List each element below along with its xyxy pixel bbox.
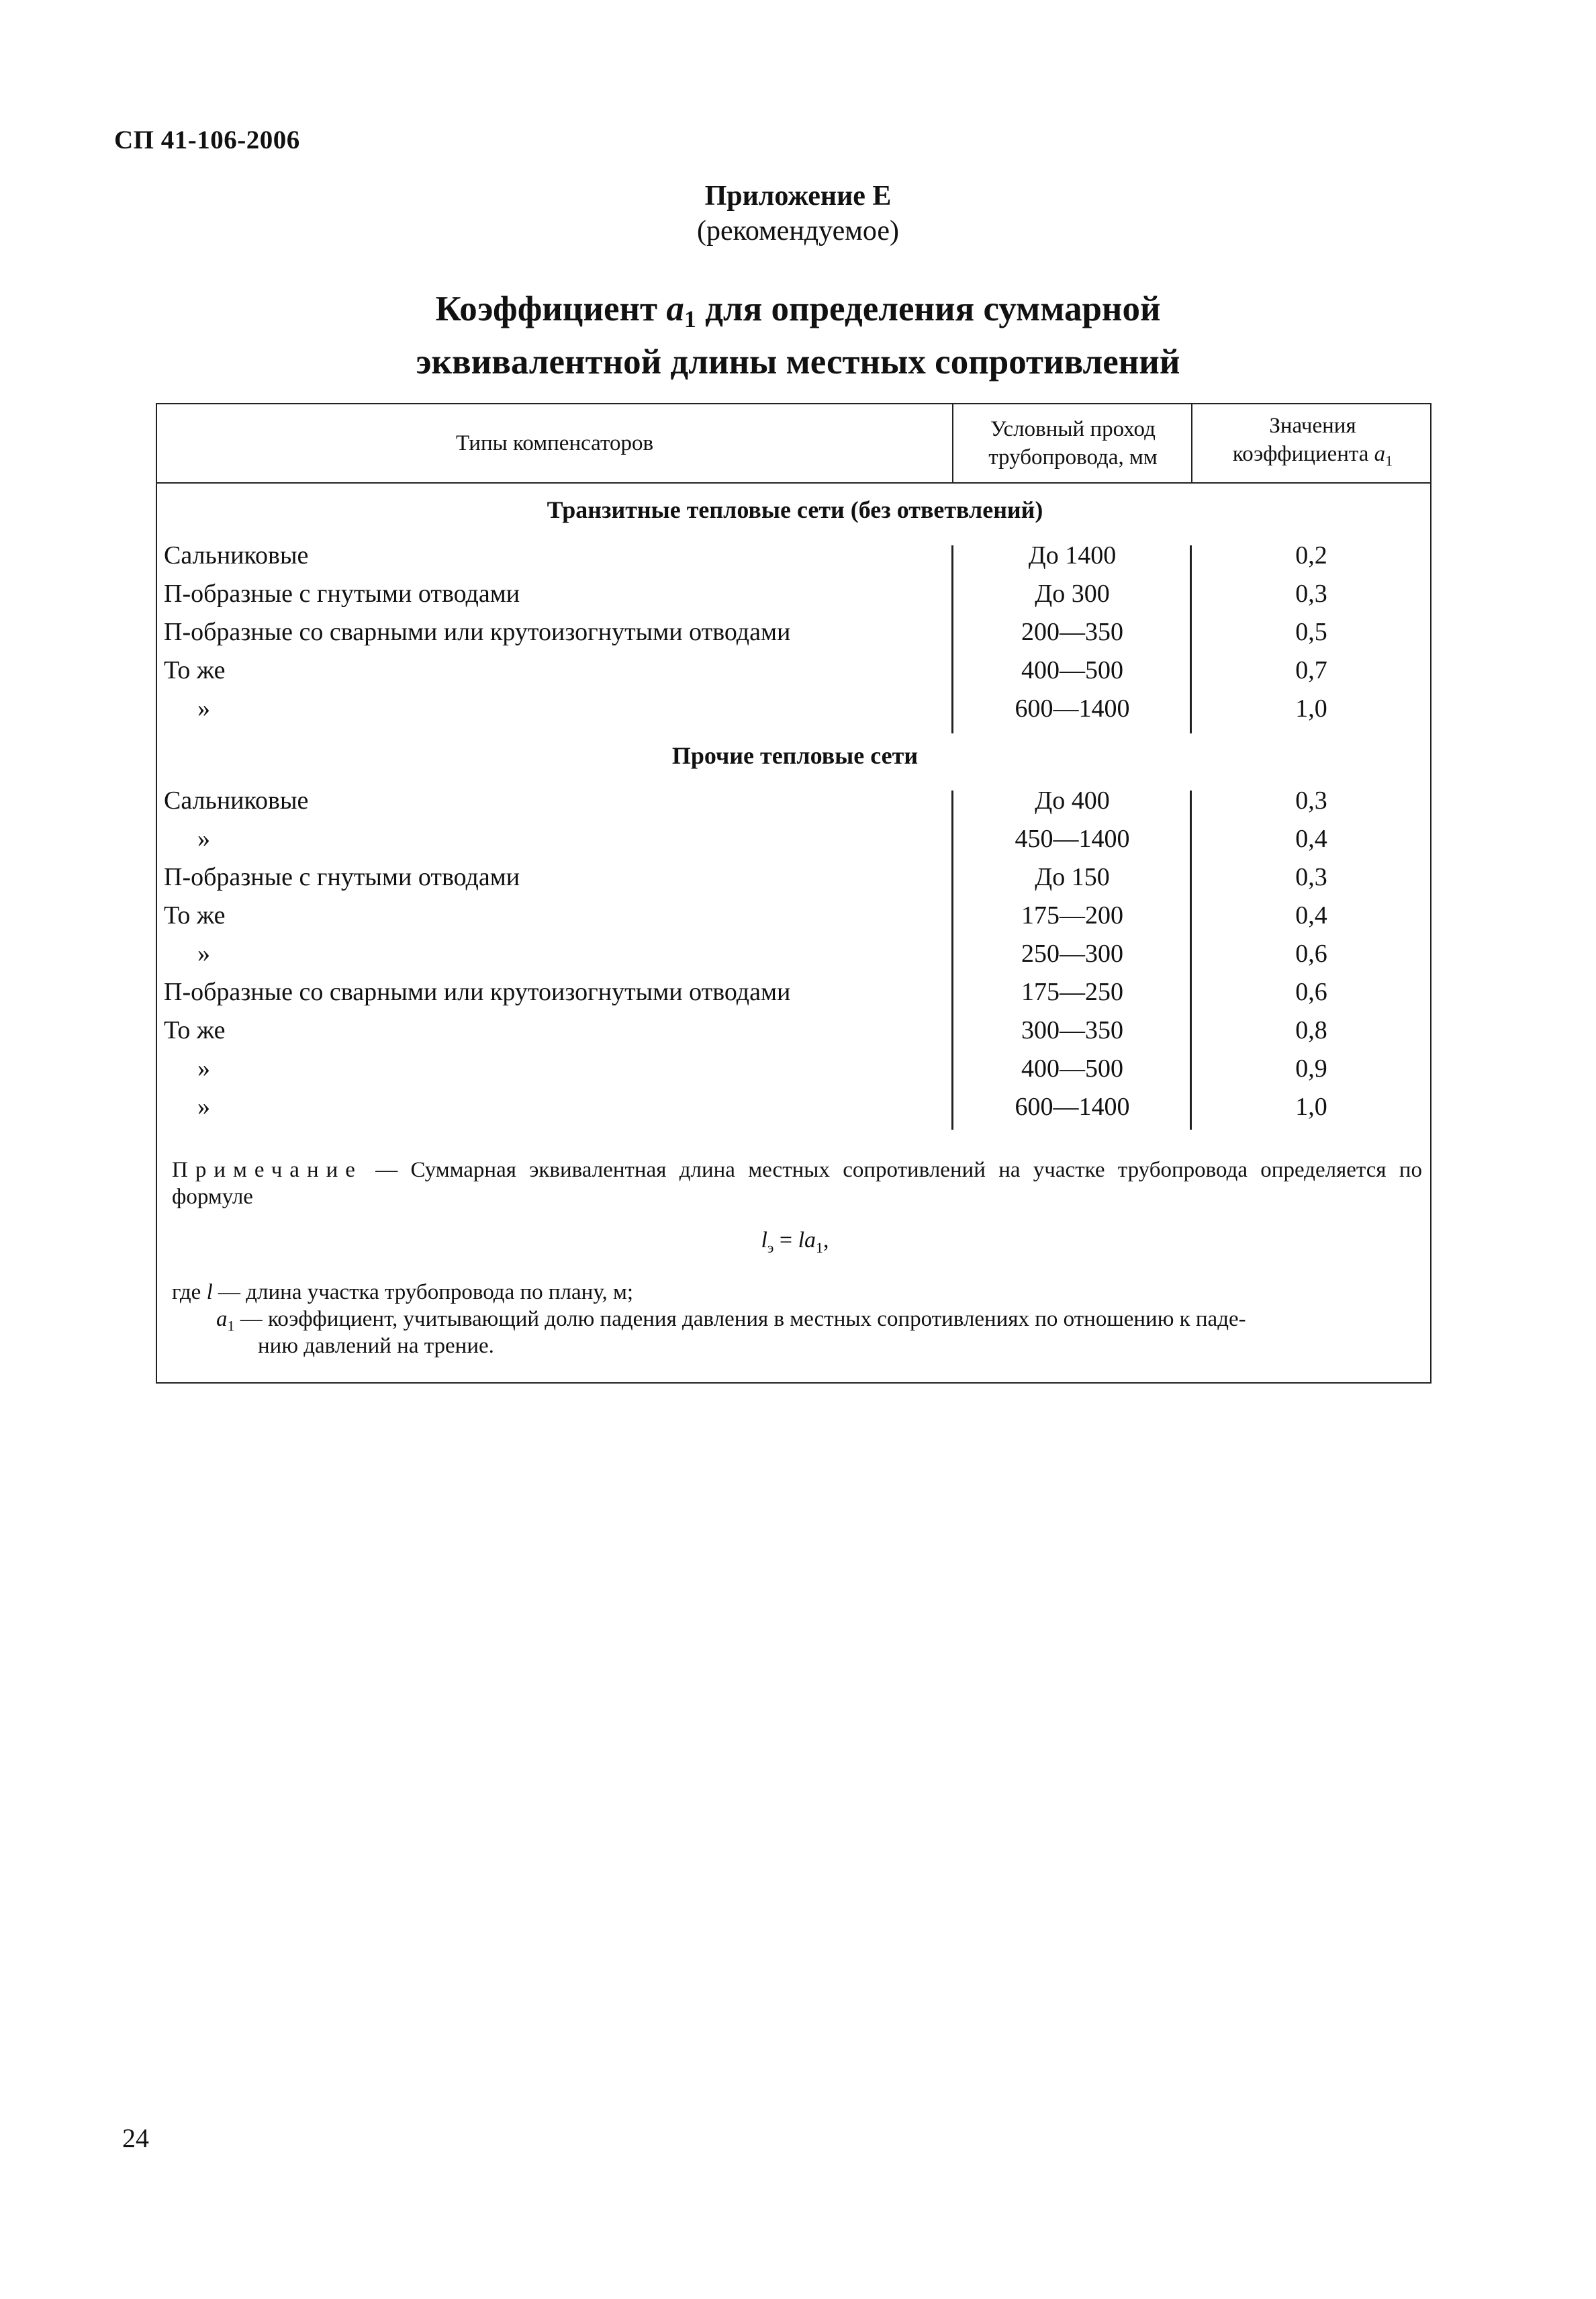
row-bore: 250—300 bbox=[1021, 940, 1123, 968]
title-line-2: эквивалентной длины местных сопротивлений bbox=[416, 343, 1180, 381]
row-coefficient: 0,6 bbox=[1295, 940, 1327, 968]
row-bore: До 1400 bbox=[1028, 541, 1117, 570]
row-coefficient: 0,3 bbox=[1295, 863, 1327, 891]
row-type: П-образные со сварными или крутоизогнутыми отводами bbox=[164, 978, 791, 1006]
definition-a1: $a_1$ — коэффициент, учитывающий долю падения давления в местных сопротивлениях по отношению к паде- bbox=[216, 1307, 1246, 1335]
definition-a1-continued: нию давлений на трение. bbox=[258, 1334, 494, 1358]
page-title bbox=[0, 287, 1596, 384]
row-type: » bbox=[197, 825, 210, 853]
row-type: » bbox=[197, 940, 210, 968]
row-coefficient: 1,0 bbox=[1295, 694, 1327, 723]
row-coefficient: 0,3 bbox=[1295, 580, 1327, 608]
table-note bbox=[172, 1157, 1422, 1210]
note-label: Примечание bbox=[172, 1158, 363, 1182]
title-symbol: $a_1$ bbox=[666, 289, 696, 332]
table-row bbox=[157, 613, 1433, 651]
appendix-subtitle: (рекомендуемое) bbox=[697, 216, 899, 246]
header-type: Типы компенсаторов bbox=[455, 431, 654, 455]
row-coefficient: 0,8 bbox=[1295, 1016, 1327, 1044]
row-type: П-образные с гнутыми отводами bbox=[164, 863, 520, 891]
row-bore: 600—1400 bbox=[1015, 1093, 1130, 1121]
row-coefficient: 0,4 bbox=[1295, 901, 1327, 930]
row-coefficient: 0,2 bbox=[1295, 541, 1327, 570]
title-part-1: Коэффициент bbox=[435, 289, 667, 328]
table-row bbox=[157, 973, 1433, 1011]
table-row bbox=[157, 782, 1433, 820]
row-coefficient: 0,6 bbox=[1295, 978, 1327, 1006]
row-type: П-образные со сварными или крутоизогнутыми отводами bbox=[164, 618, 791, 646]
row-bore: 200—350 bbox=[1021, 618, 1123, 646]
table-row bbox=[157, 651, 1433, 690]
table-row bbox=[157, 935, 1433, 973]
row-type: » bbox=[197, 1054, 210, 1083]
row-bore: 400—500 bbox=[1021, 656, 1123, 684]
row-bore: До 400 bbox=[1035, 786, 1110, 815]
appendix-title: Приложение Е bbox=[704, 181, 892, 212]
table-row bbox=[157, 575, 1433, 613]
coefficient-table bbox=[156, 403, 1431, 1384]
section-title: Прочие тепловые сети bbox=[671, 742, 919, 769]
row-bore: 400—500 bbox=[1021, 1054, 1123, 1083]
document-code: СП 41-106-2006 bbox=[114, 126, 300, 154]
row-bore: 600—1400 bbox=[1015, 694, 1130, 723]
row-type: То же bbox=[164, 656, 226, 684]
table-row bbox=[157, 1011, 1433, 1050]
row-coefficient: 1,0 bbox=[1295, 1093, 1327, 1121]
table-row bbox=[157, 690, 1433, 728]
row-coefficient: 0,4 bbox=[1295, 825, 1327, 853]
table-row bbox=[157, 858, 1433, 897]
row-bore: 175—250 bbox=[1021, 978, 1123, 1006]
section-title: Транзитные тепловые сети (без ответвлений) bbox=[547, 496, 1043, 523]
row-type: » bbox=[197, 694, 210, 723]
row-bore: 450—1400 bbox=[1015, 825, 1130, 853]
formula: $l_э = la_1$, bbox=[761, 1228, 829, 1256]
row-type: Сальниковые bbox=[164, 786, 309, 815]
table-row bbox=[157, 537, 1433, 575]
row-type: » bbox=[197, 1093, 210, 1121]
row-coefficient: 0,5 bbox=[1295, 618, 1327, 646]
row-coefficient: 0,7 bbox=[1295, 656, 1327, 684]
header-nominal-bore: Условный проход трубопровода, мм bbox=[952, 404, 1192, 482]
title-part-2: для определения суммарной bbox=[696, 289, 1161, 328]
table-row bbox=[157, 1088, 1433, 1126]
row-type: То же bbox=[164, 901, 226, 930]
table-row bbox=[157, 820, 1433, 858]
row-type: То же bbox=[164, 1016, 226, 1044]
note-text: — Суммарная эквивалентная длина местных сопротивлений на участке трубопровода определяется по формуле bbox=[172, 1158, 1422, 1209]
row-coefficient: 0,3 bbox=[1295, 786, 1327, 815]
row-bore: 300—350 bbox=[1021, 1016, 1123, 1044]
row-bore: 175—200 bbox=[1021, 901, 1123, 930]
table-row bbox=[157, 1050, 1433, 1088]
definition-l: где l — длина участка трубопровода по плану, м; bbox=[172, 1280, 634, 1304]
row-coefficient: 0,9 bbox=[1295, 1054, 1327, 1083]
row-type: Сальниковые bbox=[164, 541, 309, 570]
page-number: 24 bbox=[122, 2123, 149, 2153]
table-header bbox=[157, 404, 1430, 484]
row-bore: До 300 bbox=[1035, 580, 1110, 608]
header-coefficient: Значения коэффициента $a_1$ bbox=[1191, 404, 1433, 482]
title-line-1 bbox=[0, 287, 1596, 341]
row-type: П-образные с гнутыми отводами bbox=[164, 580, 520, 608]
table-row bbox=[157, 897, 1433, 935]
row-bore: До 150 bbox=[1035, 863, 1110, 891]
